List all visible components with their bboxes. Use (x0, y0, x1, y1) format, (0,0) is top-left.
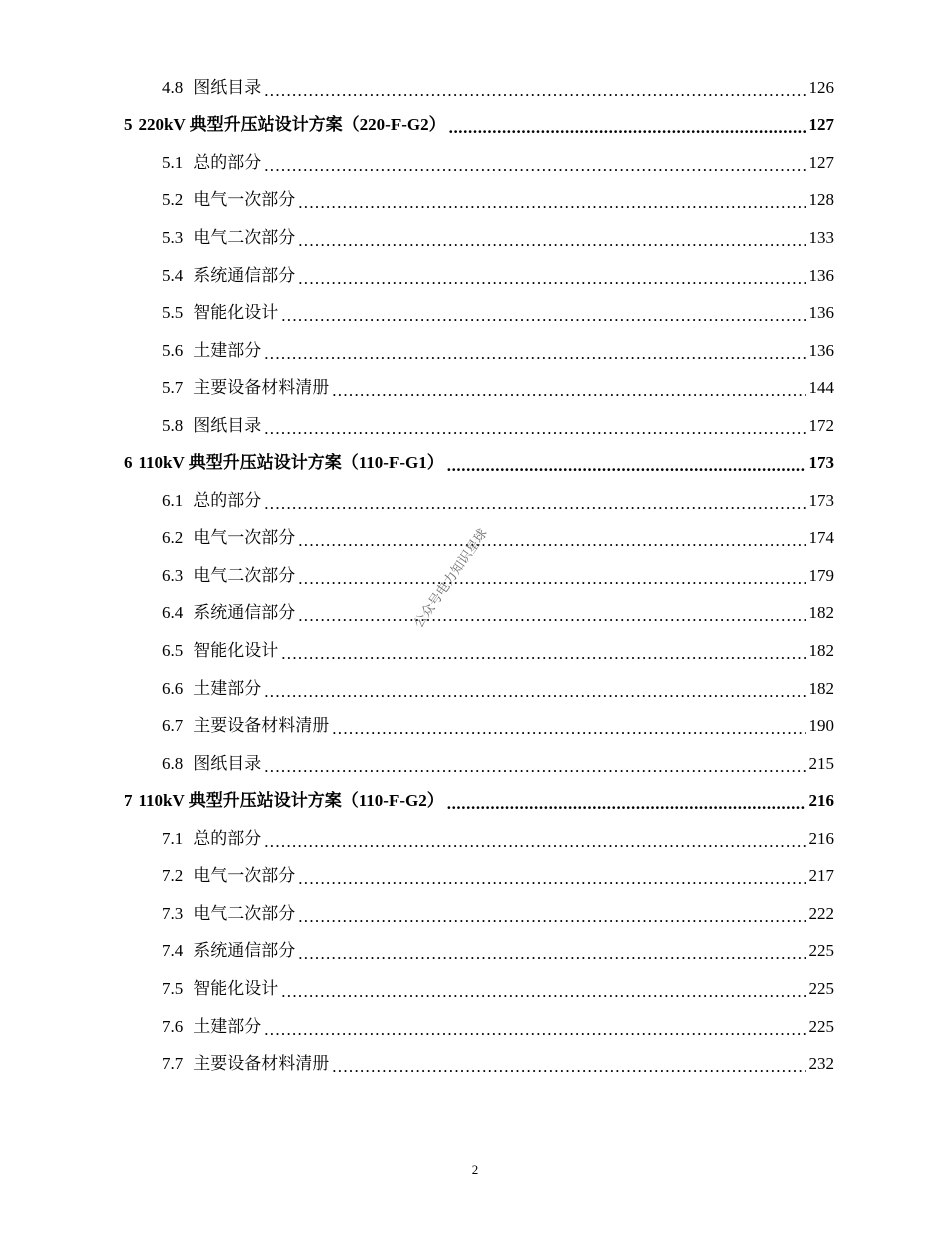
toc-entry-number: 7.3 (162, 903, 184, 923)
toc-entry-title: 智能化设计 (193, 978, 279, 998)
toc-dot-leader (332, 1056, 805, 1078)
toc-dot-leader (281, 981, 805, 1003)
toc-dot-leader (264, 343, 805, 365)
toc-dot-leader (332, 380, 805, 402)
toc-entry-title: 总的部分 (193, 490, 262, 510)
toc-section-entry[interactable] (162, 1045, 834, 1083)
toc-dot-leader (264, 1019, 805, 1041)
toc-entry-number: 5.3 (162, 227, 184, 247)
toc-entry-number: 4.8 (162, 77, 184, 97)
toc-entry-number: 6.5 (162, 641, 184, 661)
toc-section-entry[interactable] (162, 895, 834, 933)
toc-dot-leader (447, 455, 806, 477)
toc-dot-leader (298, 568, 805, 590)
toc-entry-number: 6.6 (162, 678, 184, 698)
toc-entry-title: 系统通信部分 (193, 603, 296, 623)
toc-dot-leader (298, 906, 805, 928)
toc-entry-number: 5.7 (162, 378, 184, 398)
toc-entry-page: 225 (808, 978, 834, 998)
toc-dot-leader (264, 155, 805, 177)
toc-section-entry[interactable] (162, 557, 834, 595)
toc-entry-number: 5.5 (162, 303, 184, 323)
toc-chapter-entry[interactable] (124, 445, 834, 483)
toc-dot-leader (264, 831, 805, 853)
toc-entry-title: 土建部分 (193, 1016, 262, 1036)
toc-section-entry[interactable] (162, 970, 834, 1008)
toc-entry-title: 土建部分 (193, 340, 262, 360)
toc-dot-leader (264, 681, 805, 703)
toc-section-entry[interactable] (162, 670, 834, 708)
toc-dot-leader (281, 305, 805, 327)
toc-entry-title: 110kV 典型升压站设计方案（110-F-G1） (138, 453, 444, 473)
toc-entry-title: 图纸目录 (193, 77, 262, 97)
toc-entry-number: 5.1 (162, 152, 184, 172)
toc-entry-title: 总的部分 (193, 152, 262, 172)
toc-entry-number: 6.3 (162, 565, 184, 585)
toc-entry-page: 225 (808, 1016, 834, 1036)
toc-entry-number: 5.4 (162, 265, 184, 285)
toc-entry-number: 5.2 (162, 190, 184, 210)
toc-entry-page: 225 (808, 941, 834, 961)
toc-entry-number: 7.4 (162, 941, 184, 961)
toc-section-entry[interactable] (162, 707, 834, 745)
toc-section-entry[interactable] (162, 69, 834, 107)
toc-entry-title: 电气二次部分 (193, 903, 296, 923)
toc-entry-page: 136 (808, 303, 834, 323)
toc-entry-title: 电气二次部分 (193, 227, 296, 247)
toc-dot-leader (298, 943, 805, 965)
toc-section-entry[interactable] (162, 332, 834, 370)
toc-entry-title: 电气一次部分 (193, 528, 296, 548)
toc-section-entry[interactable] (162, 257, 834, 295)
toc-entry-page: 182 (808, 678, 834, 698)
toc-entry-page: 179 (808, 565, 834, 585)
toc-entry-number: 7.5 (162, 978, 184, 998)
toc-entry-title: 智能化设计 (193, 303, 279, 323)
toc-entry-page: 144 (808, 378, 834, 398)
toc-entry-page: 126 (808, 77, 834, 97)
toc-section-entry[interactable] (162, 182, 834, 220)
toc-dot-leader (298, 530, 805, 552)
toc-dot-leader (298, 605, 805, 627)
toc-entry-page: 222 (808, 903, 834, 923)
toc-dot-leader (298, 192, 805, 214)
toc-entry-title: 智能化设计 (193, 641, 279, 661)
toc-entry-page: 216 (808, 791, 834, 811)
toc-dot-leader (447, 793, 806, 815)
toc-entry-title: 电气二次部分 (193, 565, 296, 585)
toc-entry-title: 主要设备材料清册 (193, 1054, 330, 1074)
toc-entry-title: 电气一次部分 (193, 866, 296, 886)
toc-entry-title: 主要设备材料清册 (193, 378, 330, 398)
toc-dot-leader (264, 756, 805, 778)
toc-section-entry[interactable] (162, 858, 834, 896)
toc-entry-page: 136 (808, 265, 834, 285)
toc-dot-leader (332, 718, 805, 740)
toc-entry-page: 182 (808, 603, 834, 623)
toc-entry-page: 216 (808, 828, 834, 848)
toc-entry-title: 总的部分 (193, 828, 262, 848)
toc-dot-leader (264, 493, 805, 515)
toc-dot-leader (264, 418, 805, 440)
toc-entry-page: 190 (808, 716, 834, 736)
toc-entry-number: 6.8 (162, 753, 184, 773)
toc-entry-number: 7.7 (162, 1054, 184, 1074)
toc-entry-page: 174 (808, 528, 834, 548)
toc-entry-title: 土建部分 (193, 678, 262, 698)
toc-entry-number: 6 (124, 453, 133, 473)
toc-section-entry[interactable] (162, 407, 834, 445)
toc-entry-number: 6.7 (162, 716, 184, 736)
toc-entry-number: 5.6 (162, 340, 184, 360)
toc-entry-page: 133 (808, 227, 834, 247)
toc-entry-number: 7 (124, 791, 133, 811)
toc-section-entry[interactable] (162, 933, 834, 971)
toc-section-entry[interactable] (162, 1008, 834, 1046)
toc-section-entry[interactable] (162, 219, 834, 257)
toc-entry-number: 6.2 (162, 528, 184, 548)
toc-entry-number: 6.4 (162, 603, 184, 623)
toc-entry-title: 系统通信部分 (193, 941, 296, 961)
toc-section-entry[interactable] (162, 745, 834, 783)
toc-entry-page: 182 (808, 641, 834, 661)
toc-section-entry[interactable] (162, 595, 834, 633)
toc-section-entry[interactable] (162, 520, 834, 558)
toc-entry-page: 173 (808, 453, 834, 473)
toc-entry-title: 系统通信部分 (193, 265, 296, 285)
toc-entry-title: 图纸目录 (193, 753, 262, 773)
toc-section-entry[interactable] (162, 144, 834, 182)
toc-entry-page: 172 (808, 415, 834, 435)
page-number: 2 (471, 1162, 479, 1177)
toc-section-entry[interactable] (162, 482, 834, 520)
watermark-text: 公众号电力知识星球 (411, 526, 491, 631)
toc-chapter-entry[interactable] (124, 107, 834, 145)
toc-entry-page: 173 (808, 490, 834, 510)
toc-dot-leader (298, 268, 805, 290)
toc-entry-page: 128 (808, 190, 834, 210)
toc-entry-page: 136 (808, 340, 834, 360)
toc-entry-number: 7.1 (162, 828, 184, 848)
toc-entry-title: 图纸目录 (193, 415, 262, 435)
toc-entry-page: 215 (808, 753, 834, 773)
toc-chapter-entry[interactable] (124, 782, 834, 820)
toc-entry-page: 232 (808, 1054, 834, 1074)
toc-dot-leader (281, 643, 805, 665)
toc-dot-leader (449, 117, 806, 139)
toc-entry-number: 5.8 (162, 415, 184, 435)
toc-entry-number: 6.1 (162, 490, 184, 510)
toc-entry-title: 220kV 典型升压站设计方案（220-F-G2） (138, 115, 446, 135)
toc-section-entry[interactable] (162, 632, 834, 670)
toc-entry-page: 217 (808, 866, 834, 886)
toc-dot-leader (298, 868, 805, 890)
toc-entry-title: 110kV 典型升压站设计方案（110-F-G2） (138, 791, 444, 811)
toc-entry-page: 127 (808, 152, 834, 172)
toc-dot-leader (298, 230, 805, 252)
toc-entry-number: 7.6 (162, 1016, 184, 1036)
toc-entry-page: 127 (808, 115, 834, 135)
toc-entry-number: 7.2 (162, 866, 184, 886)
toc-entry-number: 5 (124, 115, 133, 135)
toc-entry-title: 电气一次部分 (193, 190, 296, 210)
toc-section-entry[interactable] (162, 820, 834, 858)
toc-entry-title: 主要设备材料清册 (193, 716, 330, 736)
toc-section-entry[interactable] (162, 369, 834, 407)
toc-section-entry[interactable] (162, 294, 834, 332)
toc-dot-leader (264, 80, 805, 102)
